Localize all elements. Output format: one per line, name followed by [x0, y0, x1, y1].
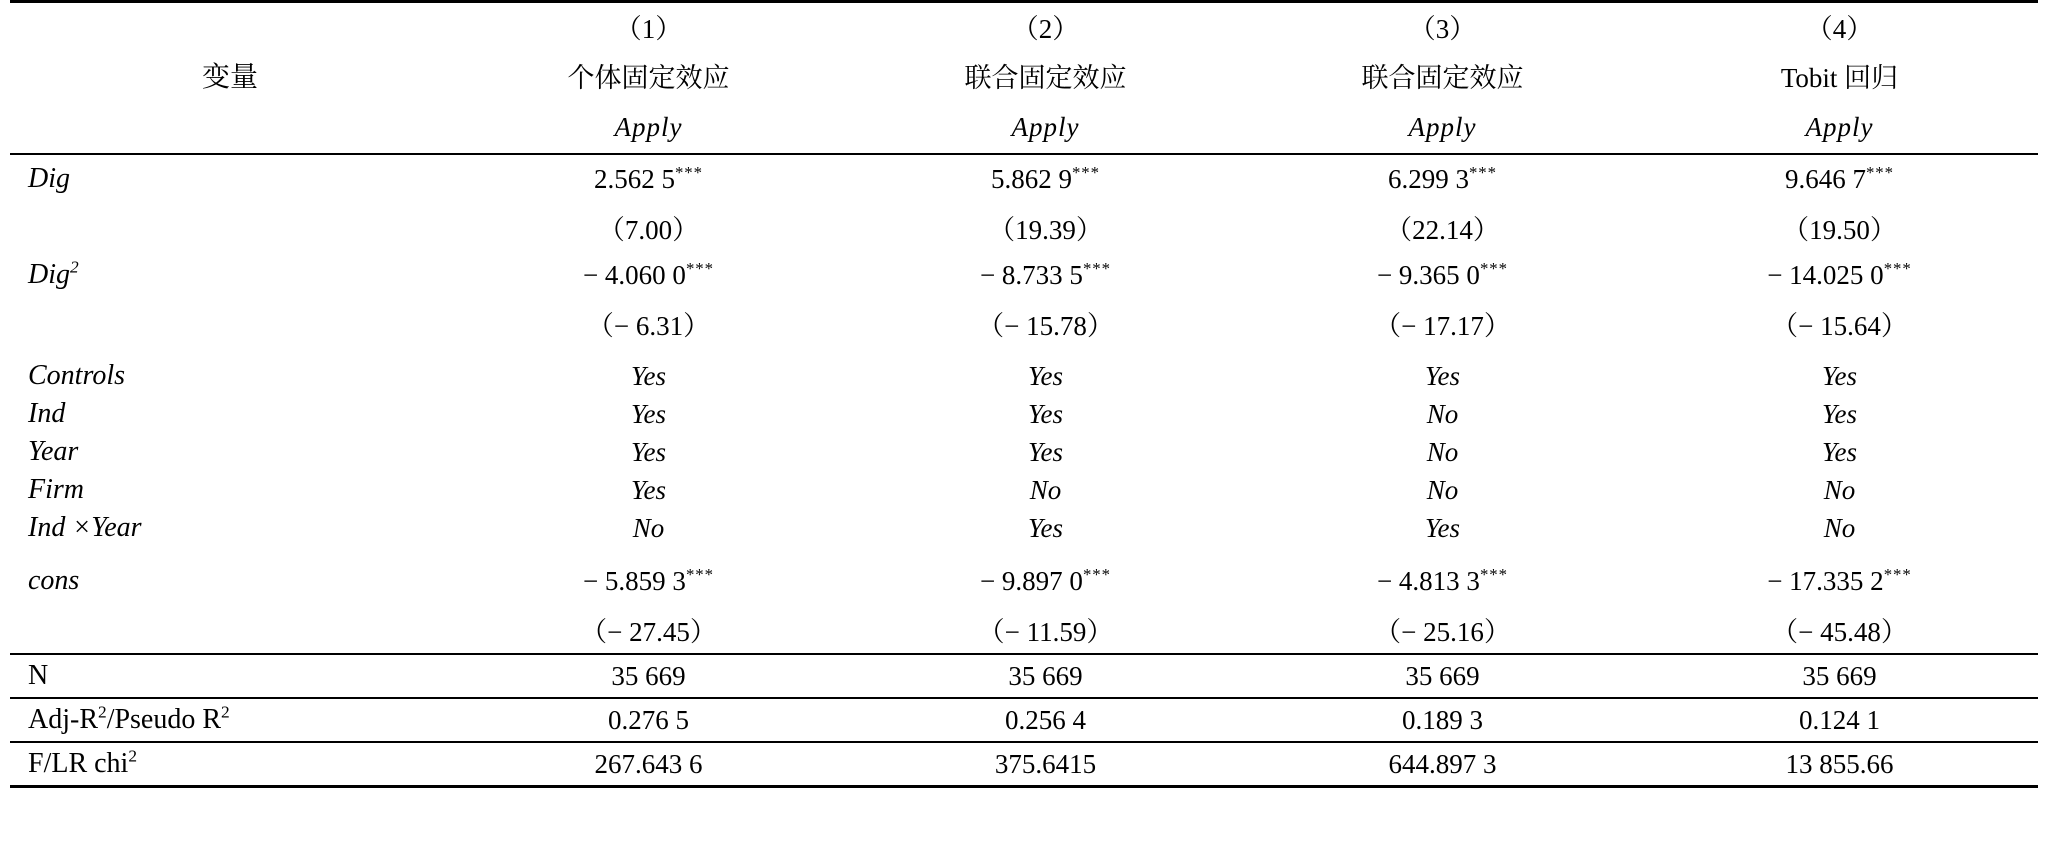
column-number-3: （3）	[1244, 2, 1641, 50]
column-name-2: 联合固定效应	[964, 62, 1127, 93]
controls-2: Yes	[1027, 360, 1064, 391]
significance-stars: ***	[1071, 162, 1101, 182]
header-empty-corner	[10, 2, 450, 50]
table-row	[10, 654, 2038, 698]
dig2-tstat-2: （− 15.78）	[977, 310, 1114, 341]
dig-coef-2: 5.862 9***	[847, 154, 1244, 203]
dig-coef-3: 6.299 3***	[1244, 154, 1641, 203]
table-row	[10, 605, 2038, 654]
cons-tstat-3: （− 25.16）	[1374, 616, 1511, 647]
controls-1: Yes	[630, 360, 667, 391]
row-label-controls: Controls	[28, 360, 125, 391]
ind-year-3: Yes	[1424, 512, 1461, 543]
column-name-3: 联合固定效应	[1361, 62, 1524, 93]
r2-1: 0.276 5	[450, 698, 847, 742]
r2-3: 0.189 3	[1244, 698, 1641, 742]
significance-stars: ***	[1865, 162, 1895, 182]
row-label-dig2-tstat	[10, 299, 450, 347]
table-row	[10, 203, 2038, 251]
dependent-var-3: Apply	[1408, 111, 1477, 142]
chi2-1: 267.643 6	[450, 742, 847, 787]
ind-year-1: No	[632, 512, 665, 543]
n-4: 35 669	[1641, 654, 2038, 698]
table-header-names-row	[10, 49, 2038, 101]
chi2-4: 13 855.66	[1641, 742, 2038, 787]
table-row	[10, 509, 2038, 547]
dig2-coef-3: − 9.365 0***	[1376, 258, 1509, 290]
dig2-tstat-3: （− 17.17）	[1374, 310, 1511, 341]
cons-tstat-2: （− 11.59）	[977, 616, 1114, 647]
dig2-tstat-1: （− 6.31）	[586, 310, 711, 341]
ind-year-4: No	[1823, 512, 1856, 543]
cons-coef-4: − 17.335 2***	[1767, 564, 1912, 596]
table-row	[10, 742, 2038, 787]
table-row	[10, 471, 2038, 509]
row-label-dig-squared: Dig$^2$	[28, 257, 79, 290]
r2-2: 0.256 4	[847, 698, 1244, 742]
firm-1: Yes	[630, 474, 667, 505]
significance-stars: ***	[1468, 162, 1498, 182]
cons-coef-2: − 9.897 0***	[979, 564, 1112, 596]
table-header-numbers-row	[10, 2, 2038, 50]
dig-tstat-4: （19.50）	[1782, 214, 1897, 245]
controls-3: Yes	[1424, 360, 1461, 391]
row-label-dig-tstat	[10, 203, 450, 251]
dig2-tstat-4: （− 15.64）	[1771, 310, 1908, 341]
dig-tstat-3: （22.14）	[1385, 214, 1500, 245]
column-number-4: （4）	[1641, 2, 2038, 50]
significance-stars: ***	[1883, 258, 1912, 278]
significance-stars: ***	[1883, 564, 1912, 584]
row-spacer	[10, 547, 2038, 557]
table-row	[10, 251, 2038, 299]
significance-stars: ***	[1082, 564, 1112, 584]
row-spacer	[10, 347, 2038, 357]
dig2-coef-2: − 8.733 5***	[979, 258, 1112, 290]
n-1: 35 669	[450, 654, 847, 698]
dig2-coef-1: − 4.060 0***	[582, 258, 715, 290]
significance-stars: ***	[685, 564, 715, 584]
row-label-dig: Dig	[10, 154, 450, 203]
table-row	[10, 154, 2038, 203]
year-4: Yes	[1821, 436, 1858, 467]
table-row	[10, 395, 2038, 433]
ind-year-2: Yes	[1027, 512, 1064, 543]
firm-3: No	[1426, 474, 1459, 505]
column-name-4: Tobit 回归	[1780, 62, 1899, 93]
significance-stars: ***	[1082, 258, 1112, 278]
row-label-year: Year	[28, 436, 79, 467]
ind-2: Yes	[1027, 398, 1064, 429]
column-number-2: （2）	[847, 2, 1244, 50]
table-row	[10, 557, 2038, 605]
dig-tstat-2: （19.39）	[988, 214, 1103, 245]
table-row	[10, 433, 2038, 471]
significance-stars: ***	[685, 258, 715, 278]
cons-coef-3: − 4.813 3***	[1376, 564, 1509, 596]
ind-4: Yes	[1821, 398, 1858, 429]
row-label-cons-tstat	[10, 605, 450, 654]
n-2: 35 669	[847, 654, 1244, 698]
row-label-ind-year: Ind ×Year	[28, 512, 142, 543]
cons-tstat-4: （− 45.48）	[1771, 616, 1908, 647]
dig2-coef-4: − 14.025 0***	[1767, 258, 1912, 290]
table-row	[10, 299, 2038, 347]
dig-tstat-1: （7.00）	[597, 214, 700, 245]
firm-4: No	[1823, 474, 1856, 505]
ind-1: Yes	[630, 398, 667, 429]
table-header-depvar-row	[10, 101, 2038, 154]
r2-4: 0.124 1	[1641, 698, 2038, 742]
row-label-cons: cons	[28, 565, 80, 596]
significance-stars: ***	[674, 162, 704, 182]
ind-3: No	[1426, 398, 1459, 429]
table-row	[10, 698, 2038, 742]
year-2: Yes	[1027, 436, 1064, 467]
dig-coef-1: 2.562 5***	[450, 154, 847, 203]
dependent-var-1: Apply	[614, 111, 683, 142]
row-label-f-lr-chi2: F/LR chi$^2$	[10, 742, 450, 787]
cons-coef-1: − 5.859 3***	[582, 564, 715, 596]
variable-header: 变量	[201, 62, 258, 93]
regression-results-table	[10, 0, 2038, 788]
year-1: Yes	[630, 436, 667, 467]
cons-tstat-1: （− 27.45）	[580, 616, 717, 647]
depvar-empty	[10, 101, 450, 154]
significance-stars: ***	[1479, 564, 1509, 584]
controls-4: Yes	[1821, 360, 1858, 391]
n-3: 35 669	[1244, 654, 1641, 698]
dependent-var-2: Apply	[1011, 111, 1080, 142]
row-label-adj-r2: Adj-$R^2$/Pseudo $R^2$	[10, 698, 450, 742]
dig-coef-4: 9.646 7***	[1641, 154, 2038, 203]
chi2-2: 375.6415	[847, 742, 1244, 787]
firm-2: No	[1029, 474, 1062, 505]
year-3: No	[1426, 436, 1459, 467]
row-label-n: N	[10, 654, 450, 698]
row-label-firm: Firm	[28, 474, 84, 505]
column-number-1: （1）	[450, 2, 847, 50]
significance-stars: ***	[1479, 258, 1509, 278]
table-row	[10, 357, 2038, 395]
dependent-var-4: Apply	[1805, 111, 1874, 142]
chi2-3: 644.897 3	[1244, 742, 1641, 787]
column-name-1: 个体固定效应	[567, 62, 730, 93]
row-label-ind: Ind	[28, 398, 66, 429]
